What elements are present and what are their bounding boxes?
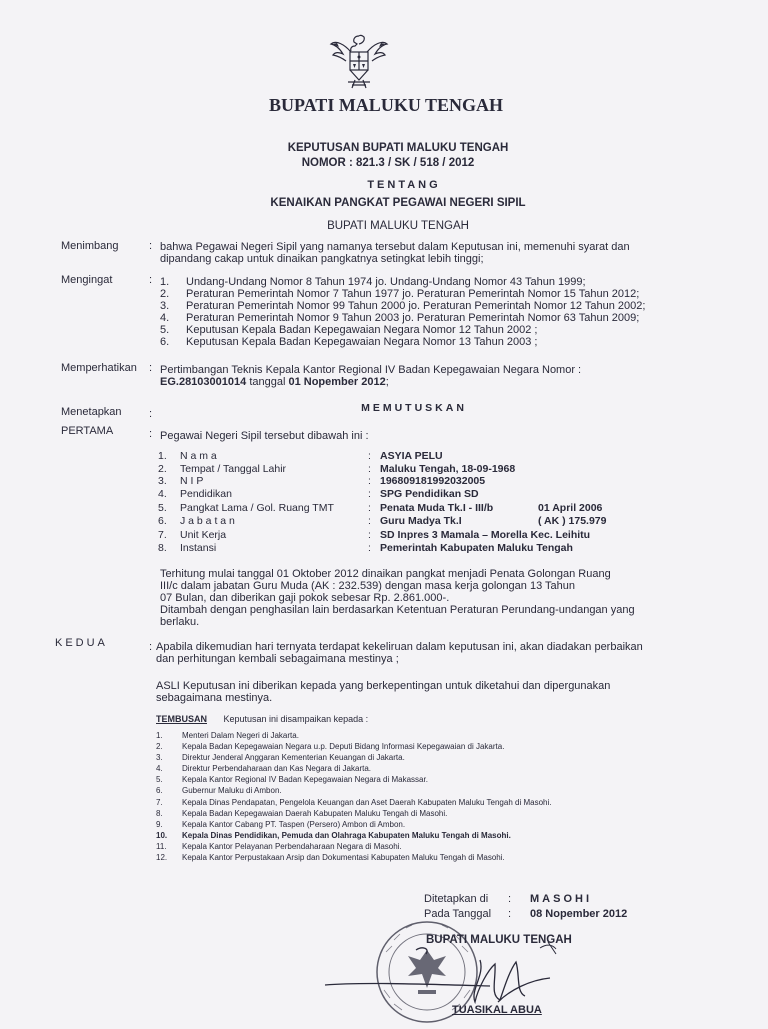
tembusan-item: 2. Kepala Badan Kepegawaian Negara u.p. Deputi Bidang Informasi Kepegawaian di Jakarta.	[156, 742, 505, 752]
about-label: TENTANG	[367, 179, 441, 191]
tembusan-intro: Keputusan ini disampaikan kepada :	[223, 714, 369, 724]
tembusan-item: 3. Direktur Jenderal Anggaran Kementerian Keuangan di Jakarta.	[156, 753, 405, 763]
kedua-paragraph: Apabila dikemudian hari ternyata terdapat kekeliruan dalam keputusan ini, akan diadakan perbaikan dan perhitungan kembali sebagaimana mestinya ;	[156, 641, 643, 665]
garuda-emblem-icon	[328, 30, 390, 92]
employee-field-row: 8. Instansi : Pemerintah Kabupaten Maluku Tengah	[158, 542, 573, 554]
tembusan-list	[156, 730, 551, 863]
tembusan-item: 12. Kepala Kantor Perpustakaan Arsip dan Dokumentasi Kabupaten Maluku Tengah di Masohi.	[156, 853, 505, 863]
decree-title: KEPUTUSAN BUPATI MALUKU TENGAH	[287, 142, 509, 154]
tembusan-item: 10. Kepala Dinas Pendidikan, Pemuda dan Olahraga Kabupaten Maluku Tengah di Masohi.	[156, 830, 511, 840]
employee-field-row: 1. N a m a : ASYIA PELU	[158, 450, 443, 462]
tembusan-item: 9. Kepala Kantor Cabang PT. Taspen (Persero) Ambon di Ambon.	[156, 819, 406, 829]
reference-number: EG.28103001014	[160, 376, 247, 388]
decree-number: NOMOR : 821.3 / SK / 518 / 2012	[301, 157, 475, 169]
date-row: Pada Tanggal : 08 Nopember 2012	[424, 908, 628, 920]
employee-field-row: 4. Pendidikan : SPG Pendidikan SD	[158, 488, 479, 500]
signatory-title: BUPATI MALUKU TENGAH	[426, 934, 572, 946]
memperhatikan-colon: :	[149, 362, 153, 374]
employee-field-row: 2. Tempat / Tanggal Lahir : Maluku Tengah, 18-09-1968	[158, 463, 516, 475]
signatory-name: TUASIKAL ABUA	[452, 1004, 542, 1016]
menimbang-label: Menimbang	[61, 240, 119, 252]
mengingat-item: 6. Keputusan Kepala Badan Kepegawaian Negara Nomor 13 Tahun 2003 ;	[160, 336, 538, 348]
tembusan-item: 11. Kepala Kantor Pelayanan Perbendaharaan Negara di Masohi.	[156, 841, 402, 851]
reference-date: 01 Nopember 2012	[288, 376, 386, 388]
tembusan-item: 6. Gubernur Maluku di Ambon.	[156, 786, 282, 796]
mengingat-list	[160, 276, 645, 348]
menimbang-text: bahwa Pegawai Negeri Sipil yang namanya tersebut dalam Keputusan ini, memenuhi syarat dan dipandang cakap untuk dinaikan pangkatnya setingkat lebih tinggi;	[160, 241, 630, 265]
mengingat-item: 5. Keputusan Kepala Badan Kepegawaian Negara Nomor 12 Tahun 2002 ;	[160, 324, 538, 336]
tembusan-item: 5. Kepala Kantor Regional IV Badan Kepegawaian Negara di Makassar.	[156, 775, 428, 785]
employee-field-row: 3. N I P : 196809181992032005	[158, 475, 486, 487]
mengingat-item: 3. Peraturan Pemerintah Nomor 99 Tahun 2000 jo. Peraturan Pemerintah Nomor 12 Tahun 2002;	[160, 300, 646, 312]
mengingat-item: 4. Peraturan Pemerintah Nomor 9 Tahun 2003 jo. Peraturan Pemerintah Nomor 63 Tahun 2009;	[160, 312, 640, 324]
pertama-paragraph: Terhitung mulai tanggal 01 Oktober 2012 dinaikan pangkat menjadi Penata Golongan Ruang III/c dalam jabatan Guru Muda (AK : 232.539) dengan masa kerja golongan 13 Tahun 07 Bulan, dan diberikan gaji pokok sebesar Rp. 2.861.000-. Ditambah dengan penghasilan lain berdasarkan Ketentuan Peraturan Perundang-undangan yang berlaku.	[160, 568, 635, 628]
date-value: 08 Nopember 2012	[530, 908, 628, 920]
mengingat-label: Mengingat	[61, 274, 113, 286]
place-value: MASOHI	[530, 893, 592, 905]
menetapkan-label: Menetapkan	[61, 406, 122, 418]
tembusan-item: 1. Menteri Dalam Negeri di Jakarta.	[156, 731, 299, 740]
memperhatikan-text: Pertimbangan Teknis Kepala Kantor Regional IV Badan Kepegawaian Negara Nomor : EG.28103001014 tanggal 01 Nopember 2012;	[160, 364, 582, 388]
tembusan-item: 4. Direktur Perbendaharaan dan Kas Negara di Jakarta.	[156, 764, 371, 774]
authority-title: BUPATI MALUKU TENGAH	[268, 95, 504, 115]
mengingat-item: 1. Undang-Undang Nomor 8 Tahun 1974 jo. Undang-Undang Nomor 43 Tahun 1999;	[160, 276, 586, 288]
employee-field-row: 5. Pangkat Lama / Gol. Ruang TMT : Penata Muda Tk.I - III/b 01 April 2006	[158, 502, 603, 514]
employee-field-row: 6. J a b a t a n : Guru Madya Tk.I ( AK ) 175.979	[158, 515, 607, 527]
tembusan-item: 8. Kepala Badan Kepegawaian Daerah Kabupaten Maluku Tengah di Masohi.	[156, 808, 448, 818]
menimbang-colon: :	[149, 240, 153, 252]
place-row: Ditetapkan di : MASOHI	[424, 893, 592, 905]
mengingat-item: 2. Peraturan Pemerintah Nomor 7 Tahun 1977 jo. Peraturan Pemerintah Nomor 15 Tahun 2012;	[160, 288, 640, 300]
pertama-colon: :	[149, 428, 153, 440]
memperhatikan-label: Memperhatikan	[61, 362, 137, 374]
kedua-label: KEDUA	[55, 637, 108, 649]
employee-field-row: 7. Unit Kerja : SD Inpres 3 Mamala – Morella Kec. Leihitu	[158, 529, 591, 541]
memutuskan-heading: MEMUTUSKAN	[361, 402, 467, 414]
pertama-intro: Pegawai Negeri Sipil tersebut dibawah ini :	[160, 430, 369, 442]
tembusan-header	[156, 714, 368, 724]
tembusan-item: 7. Kepala Dinas Pendapatan, Pengelola Keuangan dan Aset Daerah Kabupaten Maluku Tengah di Masohi.	[156, 797, 552, 807]
kedua-colon: :	[149, 641, 153, 653]
asli-paragraph: ASLI Keputusan ini diberikan kepada yang berkepentingan untuk diketahui dan dipergunakan sebagaimana mestinya.	[156, 680, 611, 704]
menetapkan-colon: :	[149, 408, 153, 420]
decree-subject: KENAIKAN PANGKAT PEGAWAI NEGERI SIPIL	[270, 197, 526, 209]
issuer-title: BUPATI MALUKU TENGAH	[327, 220, 469, 232]
tembusan-label: TEMBUSAN	[156, 714, 207, 724]
pertama-label: PERTAMA	[61, 425, 114, 437]
mengingat-colon: :	[149, 274, 153, 286]
